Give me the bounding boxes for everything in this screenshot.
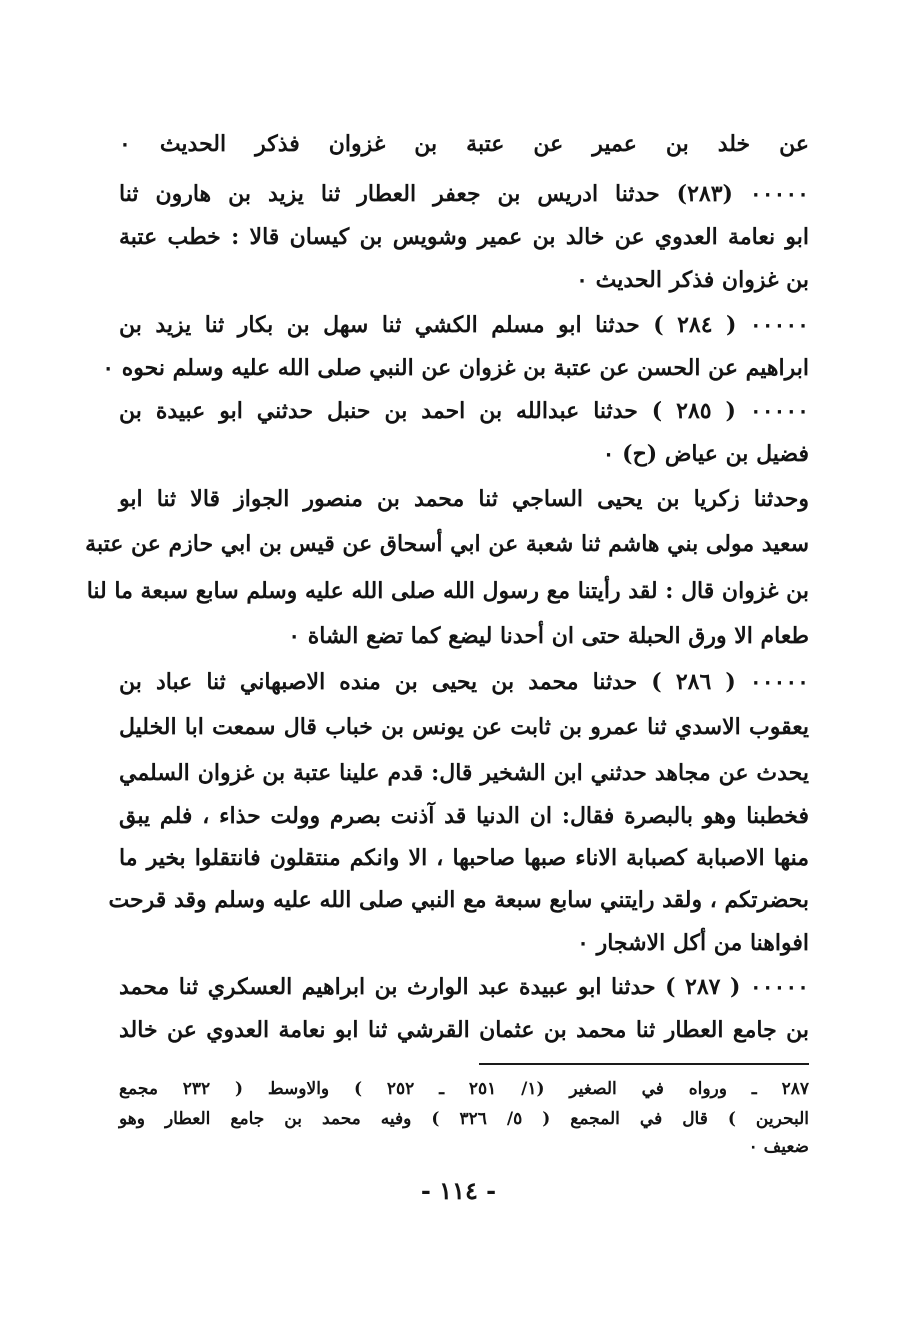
text-line: يحدث عن مجاهد حدثني ابن الشخير قال: قدم علينا عتبة بن غزوان السلمي bbox=[119, 760, 809, 786]
footnote-divider bbox=[479, 1063, 809, 1065]
text-line: ٠٠٠٠٠ ( ٢٨٧ ) حدثنا ابو عبيدة عبد الوارث بن ابراهيم العسكري ثنا محمد bbox=[119, 974, 809, 1000]
footnote-line: ٢٨٧ ـ ورواه في الصغير (١/ ٢٥١ ـ ٢٥٢ ) والاوسط ( ٢٣٢ مجمع bbox=[119, 1079, 809, 1099]
text-line: ابراهيم عن الحسن عن عتبة بن غزوان عن النبي صلى الله عليه وسلم نحوه ٠ bbox=[102, 355, 809, 381]
footnote-line: البحرين ) قال في المجمع ( ٥/ ٣٢٦ ) وفيه محمد بن جامع العطار وهو bbox=[119, 1109, 809, 1129]
text-line: يعقوب الاسدي ثنا عمرو بن ثابت عن يونس بن خباب قال سمعت ابا الخليل bbox=[119, 714, 809, 740]
text-line: بن غزوان قال : لقد رأيتنا مع رسول الله صلى الله عليه وسلم سابع سبعة ما لنا bbox=[86, 578, 809, 604]
text-line: ٠٠٠٠٠ (٢٨٣) حدثنا ادريس بن جعفر العطار ثنا يزيد بن هارون ثنا bbox=[119, 181, 809, 207]
text-line: بن غزوان فذكر الحديث ٠ bbox=[576, 267, 809, 293]
text-line: وحدثنا زكريا بن يحيى الساجي ثنا محمد بن منصور الجواز قالا ثنا ابو bbox=[119, 486, 809, 512]
text-line: فضيل بن عياض (ح) ٠ bbox=[602, 441, 809, 467]
text-line: بن جامع العطار ثنا محمد بن عثمان القرشي ثنا ابو نعامة العدوي عن خالد bbox=[119, 1017, 809, 1043]
text-line: طعام الا ورق الحبلة حتى ان أحدنا ليضع كما تضع الشاة ٠ bbox=[288, 623, 809, 649]
text-line: افواهنا من أكل الاشجار ٠ bbox=[577, 930, 809, 956]
page-number: - ١١٤ - bbox=[420, 1176, 497, 1205]
text-line: ٠٠٠٠٠ ( ٢٨٦ ) حدثنا محمد بن يحيى بن منده الاصبهاني ثنا عباد بن bbox=[119, 669, 809, 695]
footnote-line: ضعيف ٠ bbox=[748, 1137, 809, 1157]
text-line: فخطبنا وهو بالبصرة فقال: ان الدنيا قد آذنت بصرم وولت حذاء ، فلم يبق bbox=[119, 803, 809, 829]
text-line: ابو نعامة العدوي عن خالد بن عمير وشويس بن كيسان قالا : خطب عتبة bbox=[119, 224, 809, 250]
text-line: عن خلد بن عمير عن عتبة بن غزوان فذكر الحديث ٠ bbox=[119, 131, 809, 157]
text-line: سعيد مولى بني هاشم ثنا شعبة عن ابي أسحاق عن قيس بن ابي حازم عن عتبة bbox=[85, 531, 809, 557]
text-line: بحضرتكم ، ولقد رايتني سابع سبعة مع النبي صلى الله عليه وسلم وقد قرحت bbox=[108, 887, 809, 913]
text-line: ٠٠٠٠٠ ( ٢٨٤ ) حدثنا ابو مسلم الكشي ثنا سهل بن بكار ثنا يزيد بن bbox=[119, 312, 809, 338]
text-line: منها الاصبابة كصبابة الاناء صبها صاحبها ، الا وانكم منتقلون فانتقلوا بخير ما bbox=[119, 845, 809, 871]
text-line: ٠٠٠٠٠ ( ٢٨٥ ) حدثنا عبدالله بن احمد بن حنبل حدثني ابو عبيدة بن bbox=[119, 398, 809, 424]
